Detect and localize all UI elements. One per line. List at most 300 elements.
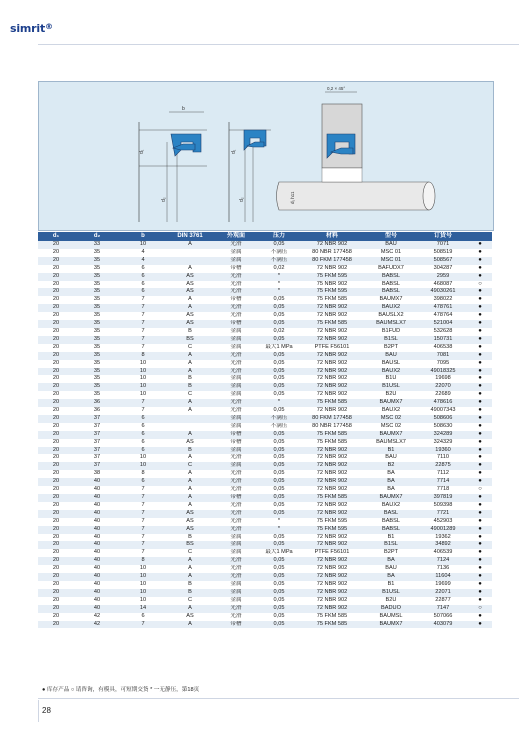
table-cell: 7 [120, 304, 166, 312]
table-cell: 10 [120, 360, 166, 368]
table-cell: 不满压 [258, 415, 300, 423]
table-cell: BAU [364, 565, 418, 573]
table-cell: 35 [74, 249, 120, 257]
table-row [38, 494, 492, 502]
stock-symbol: ● [468, 478, 492, 486]
table-cell: 0,05 [258, 368, 300, 376]
table-cell: MSC 02 [364, 423, 418, 431]
table-cell: BAUSL [364, 360, 418, 368]
col-header: DIN 3761 [166, 232, 214, 241]
table-cell: 10 [120, 565, 166, 573]
table-cell [166, 415, 214, 423]
stock-symbol: ● [468, 391, 492, 399]
table-cell: 20 [38, 502, 74, 510]
table-cell: AS [166, 288, 214, 296]
table-cell: 72 NBR 902 [300, 534, 364, 542]
table-cell: B1 [364, 447, 418, 455]
table-cell: 20 [38, 304, 74, 312]
table-cell: 304287 [418, 265, 468, 273]
table-cell: AS [166, 312, 214, 320]
col-header: d₂ [74, 232, 120, 241]
table-row [38, 573, 492, 581]
table-cell: 7 [120, 549, 166, 557]
table-cell: 20 [38, 494, 74, 502]
table-cell: 35 [74, 375, 120, 383]
table-cell: 20 [38, 605, 74, 613]
table-row [38, 431, 492, 439]
table-cell: 2959 [418, 273, 468, 281]
table-cell: A [166, 605, 214, 613]
table-cell: 14 [120, 605, 166, 613]
table-cell: 6 [120, 447, 166, 455]
table-cell: 72 NBR 902 [300, 375, 364, 383]
stock-symbol: ● [468, 312, 492, 320]
table-cell: 40 [74, 518, 120, 526]
table-cell: 光滑 [214, 573, 258, 581]
table-cell: 不满压 [258, 257, 300, 265]
table-cell: 508630 [418, 423, 468, 431]
table-cell: 10 [120, 241, 166, 249]
stock-symbol: ● [468, 621, 492, 629]
table-cell: BA [364, 557, 418, 565]
table-cell: 33 [74, 241, 120, 249]
table-cell: 金属 [214, 257, 258, 265]
col-header: 型号 [364, 232, 418, 241]
table-row [38, 541, 492, 549]
stock-symbol: ● [468, 304, 492, 312]
table-cell: 75 FKM 585 [300, 431, 364, 439]
table-cell: 75 FKM 585 [300, 320, 364, 328]
table-cell: 40 [74, 589, 120, 597]
table-cell: 80 NBR 177458 [300, 249, 364, 257]
table-row [38, 589, 492, 597]
table-cell: B2 [364, 462, 418, 470]
table-cell: * [258, 288, 300, 296]
table-cell: 光滑 [214, 288, 258, 296]
col-header: 材料 [300, 232, 364, 241]
stock-symbol: ● [468, 423, 492, 431]
table-cell: 6 [120, 613, 166, 621]
table-cell: 42 [74, 621, 120, 629]
table-cell: 72 NBR 902 [300, 368, 364, 376]
table-cell: 6 [120, 288, 166, 296]
table-cell: A [166, 368, 214, 376]
table-cell: 72 NBR 902 [300, 541, 364, 549]
table-cell: 0,05 [258, 391, 300, 399]
svg-text:d₂: d₂ [161, 197, 167, 202]
table-cell: BA [364, 478, 418, 486]
table-cell: 40 [74, 557, 120, 565]
stock-symbol: ● [468, 541, 492, 549]
table-cell: 0,05 [258, 336, 300, 344]
table-row [38, 470, 492, 478]
table-cell: 金属 [214, 383, 258, 391]
table-cell: 40 [74, 605, 120, 613]
table-row [38, 557, 492, 565]
table-cell: 不满压 [258, 249, 300, 257]
table-cell: 光滑 [214, 526, 258, 534]
table-cell: 20 [38, 273, 74, 281]
table-row [38, 273, 492, 281]
col-header: d₁ [38, 232, 74, 241]
table-cell: 72 NBR 902 [300, 265, 364, 273]
table-cell: 光滑 [214, 613, 258, 621]
table-cell: BAUSLX2 [364, 312, 418, 320]
table-cell: 7 [120, 541, 166, 549]
stock-symbol: ○ [468, 281, 492, 289]
table-row [38, 549, 492, 557]
table-cell: 324289 [418, 431, 468, 439]
table-cell: 35 [74, 281, 120, 289]
legend-note: ● 库存产品 ○ 请咨询，有模具，可短期交货 * 一无静压，第18页 [42, 687, 200, 693]
stock-symbol: ● [468, 589, 492, 597]
table-cell: 0,05 [258, 565, 300, 573]
table-cell: B [166, 447, 214, 455]
table-cell: B [166, 534, 214, 542]
stock-symbol: ● [468, 597, 492, 605]
table-cell: A [166, 565, 214, 573]
table-cell: * [258, 281, 300, 289]
table-cell: 带槽 [214, 296, 258, 304]
table-cell: BAUMX7 [364, 399, 418, 407]
table-cell: 20 [38, 399, 74, 407]
table-row [38, 241, 492, 249]
table-cell: BAUMX7 [364, 621, 418, 629]
table-cell: 6 [120, 265, 166, 273]
page-margin-rule [38, 700, 39, 722]
table-cell: 20 [38, 431, 74, 439]
table-cell: 20 [38, 470, 74, 478]
table-cell: 最大1 MPa [258, 549, 300, 557]
table-cell: 40 [74, 581, 120, 589]
table-cell: 0,05 [258, 241, 300, 249]
table-cell: 72 NBR 902 [300, 581, 364, 589]
table-cell: 带槽 [214, 439, 258, 447]
table-cell: 带槽 [214, 431, 258, 439]
table-cell: 35 [74, 352, 120, 360]
table-cell: AS [166, 320, 214, 328]
table-cell: 72 NBR 902 [300, 502, 364, 510]
table-cell: 35 [74, 304, 120, 312]
table-cell: 7 [120, 621, 166, 629]
table-cell: BAUX2 [364, 407, 418, 415]
table-row [38, 288, 492, 296]
table-cell: 35 [74, 391, 120, 399]
table-cell: 468087 [418, 281, 468, 289]
table-cell: 72 NBR 902 [300, 470, 364, 478]
table-cell: 7 [120, 407, 166, 415]
table-cell: 0,05 [258, 383, 300, 391]
table-cell: 20 [38, 478, 74, 486]
table-cell: 72 NBR 902 [300, 454, 364, 462]
table-cell: PTFE F56101 [300, 344, 364, 352]
table-cell: 406539 [418, 549, 468, 557]
table-cell: 49030261 [418, 288, 468, 296]
table-cell: 397819 [418, 494, 468, 502]
table-cell: 7718 [418, 486, 468, 494]
table-cell: 金属 [214, 423, 258, 431]
table-cell: 光滑 [214, 241, 258, 249]
stock-symbol: ● [468, 360, 492, 368]
table-cell: 0,05 [258, 613, 300, 621]
table-cell: 7 [120, 399, 166, 407]
table-cell: BAU [364, 352, 418, 360]
table-cell: 35 [74, 265, 120, 273]
table-cell: 75 NBR 902 [300, 281, 364, 289]
table-cell: 72 NBR 902 [300, 565, 364, 573]
table-row [38, 383, 492, 391]
table-cell: BS [166, 336, 214, 344]
table-cell: BA [364, 486, 418, 494]
table-cell: 0,05 [258, 454, 300, 462]
col-header: b [120, 232, 166, 241]
table-cell: 403079 [418, 621, 468, 629]
table-cell: 6 [120, 281, 166, 289]
table-cell: 532628 [418, 328, 468, 336]
table-cell: 最大1 MPa [258, 344, 300, 352]
table-cell: 20 [38, 288, 74, 296]
table-cell: B [166, 383, 214, 391]
stock-symbol: ● [468, 336, 492, 344]
table-cell: 20 [38, 241, 74, 249]
table-cell: 7 [120, 320, 166, 328]
table-cell: 20 [38, 383, 74, 391]
table-row [38, 597, 492, 605]
table-cell: AS [166, 281, 214, 289]
table-cell: 0,05 [258, 431, 300, 439]
table-cell: 40 [74, 526, 120, 534]
table-cell: 0,05 [258, 589, 300, 597]
table-cell: 72 NBR 902 [300, 510, 364, 518]
table-cell: 75 FKM 595 [300, 288, 364, 296]
table-cell: 20 [38, 328, 74, 336]
table-cell: C [166, 549, 214, 557]
stock-symbol: ● [468, 368, 492, 376]
table-cell: 20 [38, 581, 74, 589]
table-cell: * [258, 273, 300, 281]
table-cell: 38 [74, 470, 120, 478]
table-cell: 金属 [214, 549, 258, 557]
stock-symbol: ○ [468, 486, 492, 494]
table-cell: 光滑 [214, 470, 258, 478]
seal-cross-section-middle [229, 122, 271, 222]
table-cell: 72 NBR 902 [300, 589, 364, 597]
table-cell: 20 [38, 265, 74, 273]
table-cell: 0,05 [258, 439, 300, 447]
table-cell: A [166, 431, 214, 439]
table-cell: 37 [74, 431, 120, 439]
table-cell: 0,05 [258, 352, 300, 360]
table-cell: 20 [38, 257, 74, 265]
table-row [38, 336, 492, 344]
table-cell: 20 [38, 454, 74, 462]
table-cell: 0,05 [258, 605, 300, 613]
table-cell: 40 [74, 486, 120, 494]
table-cell: 金属 [214, 375, 258, 383]
table-cell: 0,05 [258, 462, 300, 470]
table-cell: A [166, 352, 214, 360]
table-cell: 507066 [418, 613, 468, 621]
table-cell: 金属 [214, 462, 258, 470]
table-cell: 7081 [418, 352, 468, 360]
table-cell: 72 NBR 902 [300, 605, 364, 613]
table-cell: 金属 [214, 534, 258, 542]
table-cell: 7 [120, 518, 166, 526]
table-cell: 金属 [214, 249, 258, 257]
table-cell: 35 [74, 296, 120, 304]
table-cell: 35 [74, 288, 120, 296]
table-cell: 20 [38, 565, 74, 573]
table-cell: 72 NBR 902 [300, 407, 364, 415]
stock-symbol: ● [468, 613, 492, 621]
table-cell: 20 [38, 407, 74, 415]
stock-symbol: ● [468, 296, 492, 304]
svg-text:d₁ h11: d₁ h11 [290, 191, 295, 204]
table-cell: 7 [120, 328, 166, 336]
stock-symbol: ● [468, 518, 492, 526]
table-cell: AS [166, 526, 214, 534]
table-cell: B [166, 328, 214, 336]
table-cell: 4 [120, 249, 166, 257]
table-row [38, 407, 492, 415]
table-row [38, 439, 492, 447]
table-cell: BAUX2 [364, 368, 418, 376]
table-cell: 324329 [418, 439, 468, 447]
table-cell: 75 FKM 595 [300, 526, 364, 534]
svg-text:d₁: d₁ [139, 149, 145, 154]
table-cell: 光滑 [214, 281, 258, 289]
stock-symbol: ● [468, 549, 492, 557]
table-cell: 34892 [418, 541, 468, 549]
table-cell: A [166, 265, 214, 273]
table-cell: 7 [120, 510, 166, 518]
table-cell: BABSL [364, 526, 418, 534]
table-cell: 0,05 [258, 360, 300, 368]
table-row [38, 391, 492, 399]
table-cell: BAUMX7 [364, 296, 418, 304]
table-cell: 19699 [418, 581, 468, 589]
table-cell: AS [166, 613, 214, 621]
table-cell: 光滑 [214, 478, 258, 486]
table-cell: 6 [120, 478, 166, 486]
table-cell: 光滑 [214, 557, 258, 565]
stock-symbol: ● [468, 288, 492, 296]
table-header-row [38, 232, 492, 241]
table-cell: 72 NBR 902 [300, 573, 364, 581]
table-cell: 508606 [418, 415, 468, 423]
table-cell: 20 [38, 360, 74, 368]
table-row [38, 312, 492, 320]
table-cell: 10 [120, 597, 166, 605]
table-cell: 0,05 [258, 494, 300, 502]
svg-text:b: b [182, 106, 185, 112]
table-cell: 金属 [214, 344, 258, 352]
stock-symbol: ● [468, 526, 492, 534]
table-cell: AS [166, 273, 214, 281]
table-cell: BABSL [364, 281, 418, 289]
table-cell: 20 [38, 415, 74, 423]
table-cell: B [166, 589, 214, 597]
table-cell: 72 NBR 902 [300, 447, 364, 455]
table-cell: 72 NBR 902 [300, 557, 364, 565]
table-cell: 40 [74, 534, 120, 542]
table-cell: 42 [74, 613, 120, 621]
table-cell: 20 [38, 336, 74, 344]
table-cell: 22877 [418, 597, 468, 605]
table-cell: 35 [74, 320, 120, 328]
table-cell: 0,05 [258, 447, 300, 455]
table-cell: B1U [364, 375, 418, 383]
table-cell: 35 [74, 344, 120, 352]
table-cell: 72 NBR 902 [300, 597, 364, 605]
table-row [38, 352, 492, 360]
table-cell: A [166, 486, 214, 494]
table-row [38, 565, 492, 573]
table-cell: 0,05 [258, 486, 300, 494]
table-cell: 0,05 [258, 407, 300, 415]
table-cell: 20 [38, 344, 74, 352]
table-cell: 10 [120, 391, 166, 399]
table-cell: 75 FKM 585 [300, 613, 364, 621]
table-cell: 7110 [418, 454, 468, 462]
table-cell: BABSL [364, 288, 418, 296]
stock-symbol: ● [468, 470, 492, 478]
table-cell: 72 NBR 902 [300, 352, 364, 360]
table-cell: 10 [120, 383, 166, 391]
table-cell: 20 [38, 296, 74, 304]
table-cell: AS [166, 510, 214, 518]
table-row [38, 249, 492, 257]
table-cell: 20 [38, 549, 74, 557]
seal-cross-section-left [139, 106, 207, 222]
stock-symbol: ○ [468, 605, 492, 613]
table-cell: 10 [120, 573, 166, 581]
table-cell: 509398 [418, 502, 468, 510]
table-cell: 521004 [418, 320, 468, 328]
stock-symbol: ● [468, 407, 492, 415]
table-cell: 7136 [418, 565, 468, 573]
table-cell: 40 [74, 478, 120, 486]
table-cell: 20 [38, 368, 74, 376]
table-row [38, 360, 492, 368]
table-cell: 光滑 [214, 352, 258, 360]
table-cell: BAUMX7 [364, 494, 418, 502]
table-cell: MSC 02 [364, 415, 418, 423]
stock-symbol: ● [468, 454, 492, 462]
table-cell: 20 [38, 510, 74, 518]
table-cell: 37 [74, 423, 120, 431]
table-cell: B1 [364, 534, 418, 542]
table-cell: B [166, 581, 214, 589]
table-cell: 19698 [418, 375, 468, 383]
table-row [38, 328, 492, 336]
table-row [38, 502, 492, 510]
table-cell: 35 [74, 328, 120, 336]
table-cell: 0,05 [258, 534, 300, 542]
stock-symbol: ● [468, 273, 492, 281]
table-row [38, 613, 492, 621]
table-cell: 20 [38, 423, 74, 431]
table-cell: 36 [74, 399, 120, 407]
table-row [38, 510, 492, 518]
table-cell: BAUMSLX7 [364, 320, 418, 328]
table-cell: AS [166, 518, 214, 526]
table-cell: 7 [120, 296, 166, 304]
table-cell: 40 [74, 510, 120, 518]
table-cell: 0,05 [258, 573, 300, 581]
table-cell: 带槽 [214, 265, 258, 273]
table-cell: 光滑 [214, 399, 258, 407]
